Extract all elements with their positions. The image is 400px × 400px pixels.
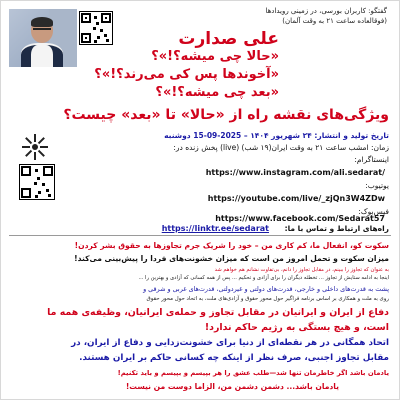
header-line-2: (فوقالعاده ساعت ۲۱ به وقت آلمان) [282, 17, 387, 25]
body-line-11: یادمان باشد اگر خاطرمان تنها شد—طلب عشق را هر بپیسم و بپیسم و باید تکنیم! [117, 369, 389, 377]
qr-code-2-icon [19, 164, 55, 200]
header-line-1: گفتگو: کاربران بورسی، در زمینی رویدادها [265, 7, 387, 15]
youtube-label: یوتیوب: [365, 181, 389, 190]
body-line-5: پشت به قدرت‌های داخلی و خارجی، قدرت‌های دولتی و غیردولتی، قدرت‌های غربی و شرقی و [143, 285, 389, 293]
body-line-3: به عنوان که تجاوز را ببینم، در مقابل تجاوز را دانم، بی‌تفاوت نشانم هم خواهم شد [214, 267, 389, 273]
headline: ویژگی‌های نقشه راه از «حالا» تا «بعد» چیست؟ [63, 107, 389, 123]
body-line-7: دفاع از ایران و ایرانیان در مقابل تجاوز و حمله‌ی ایرانیان، وظیفه‌ی همه ما [47, 307, 389, 318]
body-line-1: سکوت کو، انفعال ما، کم کاری من – خود را شریک جرم تجاوزها به حقوق بشر کردن! [74, 241, 389, 250]
instagram-label: اینستاگرام: [354, 155, 389, 164]
links-label: راه‌های ارتباط و تماس با ما: [284, 224, 389, 233]
title-line-3: «بعد چی میشه؟!»؟ [155, 85, 279, 100]
facebook-label: فیس‌بوک: [358, 207, 389, 216]
youtube-link[interactable]: https://youtube.com/live/_zjQn3W4ZDw [207, 194, 385, 203]
date-line: تاریخ تولید و انتشار: ۲۴ شهریور ۱۴۰۴ – 2025-09-15 دوشنبه [164, 131, 389, 140]
body-line-9: اتحاد همگانی در هر نقطه‌ای از دنیا برای خشونت‌زدایی و دفاع از ایران، در [71, 338, 389, 348]
time-line: زمان: امشب ساعت ۲۱ به وقت ایران(۱۹ شب) (live) پخش زنده در: [173, 143, 389, 152]
body-line-12: یادمان باشد... دشمن دشمن من، الزاما دوست من نیست! [125, 382, 339, 391]
author-photo [9, 9, 77, 67]
linktree-link[interactable]: https://linktr.ee/sedarat [161, 224, 269, 233]
instagram-link[interactable]: https://www.instagram.com/ali.sedarat/ [205, 168, 385, 177]
title-line-1: «حالا چی میشه؟!»؟ [151, 49, 279, 64]
qr-code-icon [79, 11, 113, 45]
title-line-2: «آخوندها پس کی می‌رند؟!»؟ [94, 67, 279, 82]
body-line-8: است، و هیچ بستگی به رژیم حاکم ندارد! [204, 322, 389, 333]
body-line-10: مقابل تجاوز اجنبی، صرف نظر از اینکه چه کسانی حاکم بر ایران هستند. [79, 353, 389, 363]
divider [9, 235, 391, 236]
emblem-icon [19, 131, 51, 163]
body-line-4: اینجا به ادامه ستایش از تجاوز ... تخطئه دیگران را برای آزادی و تحکیم ... پس از همه کسانی که آزادی و بهترین را ... [138, 275, 389, 281]
body-line-6: روی به ملت و همکاری بر اساس برنامه فراگیر حول محور حقوق و آزادی‌های ملت، به اتحاد حول محور حقوق [146, 296, 389, 302]
facebook-link[interactable]: https://www.facebook.com/Sedarat57 [215, 214, 385, 223]
author-name: علی صدارت [178, 29, 279, 49]
body-line-2: میزان سکوت و تحمل امروز من است که میزان خشونت‌های فردا را پیش‌بینی می‌کند! [74, 254, 389, 263]
